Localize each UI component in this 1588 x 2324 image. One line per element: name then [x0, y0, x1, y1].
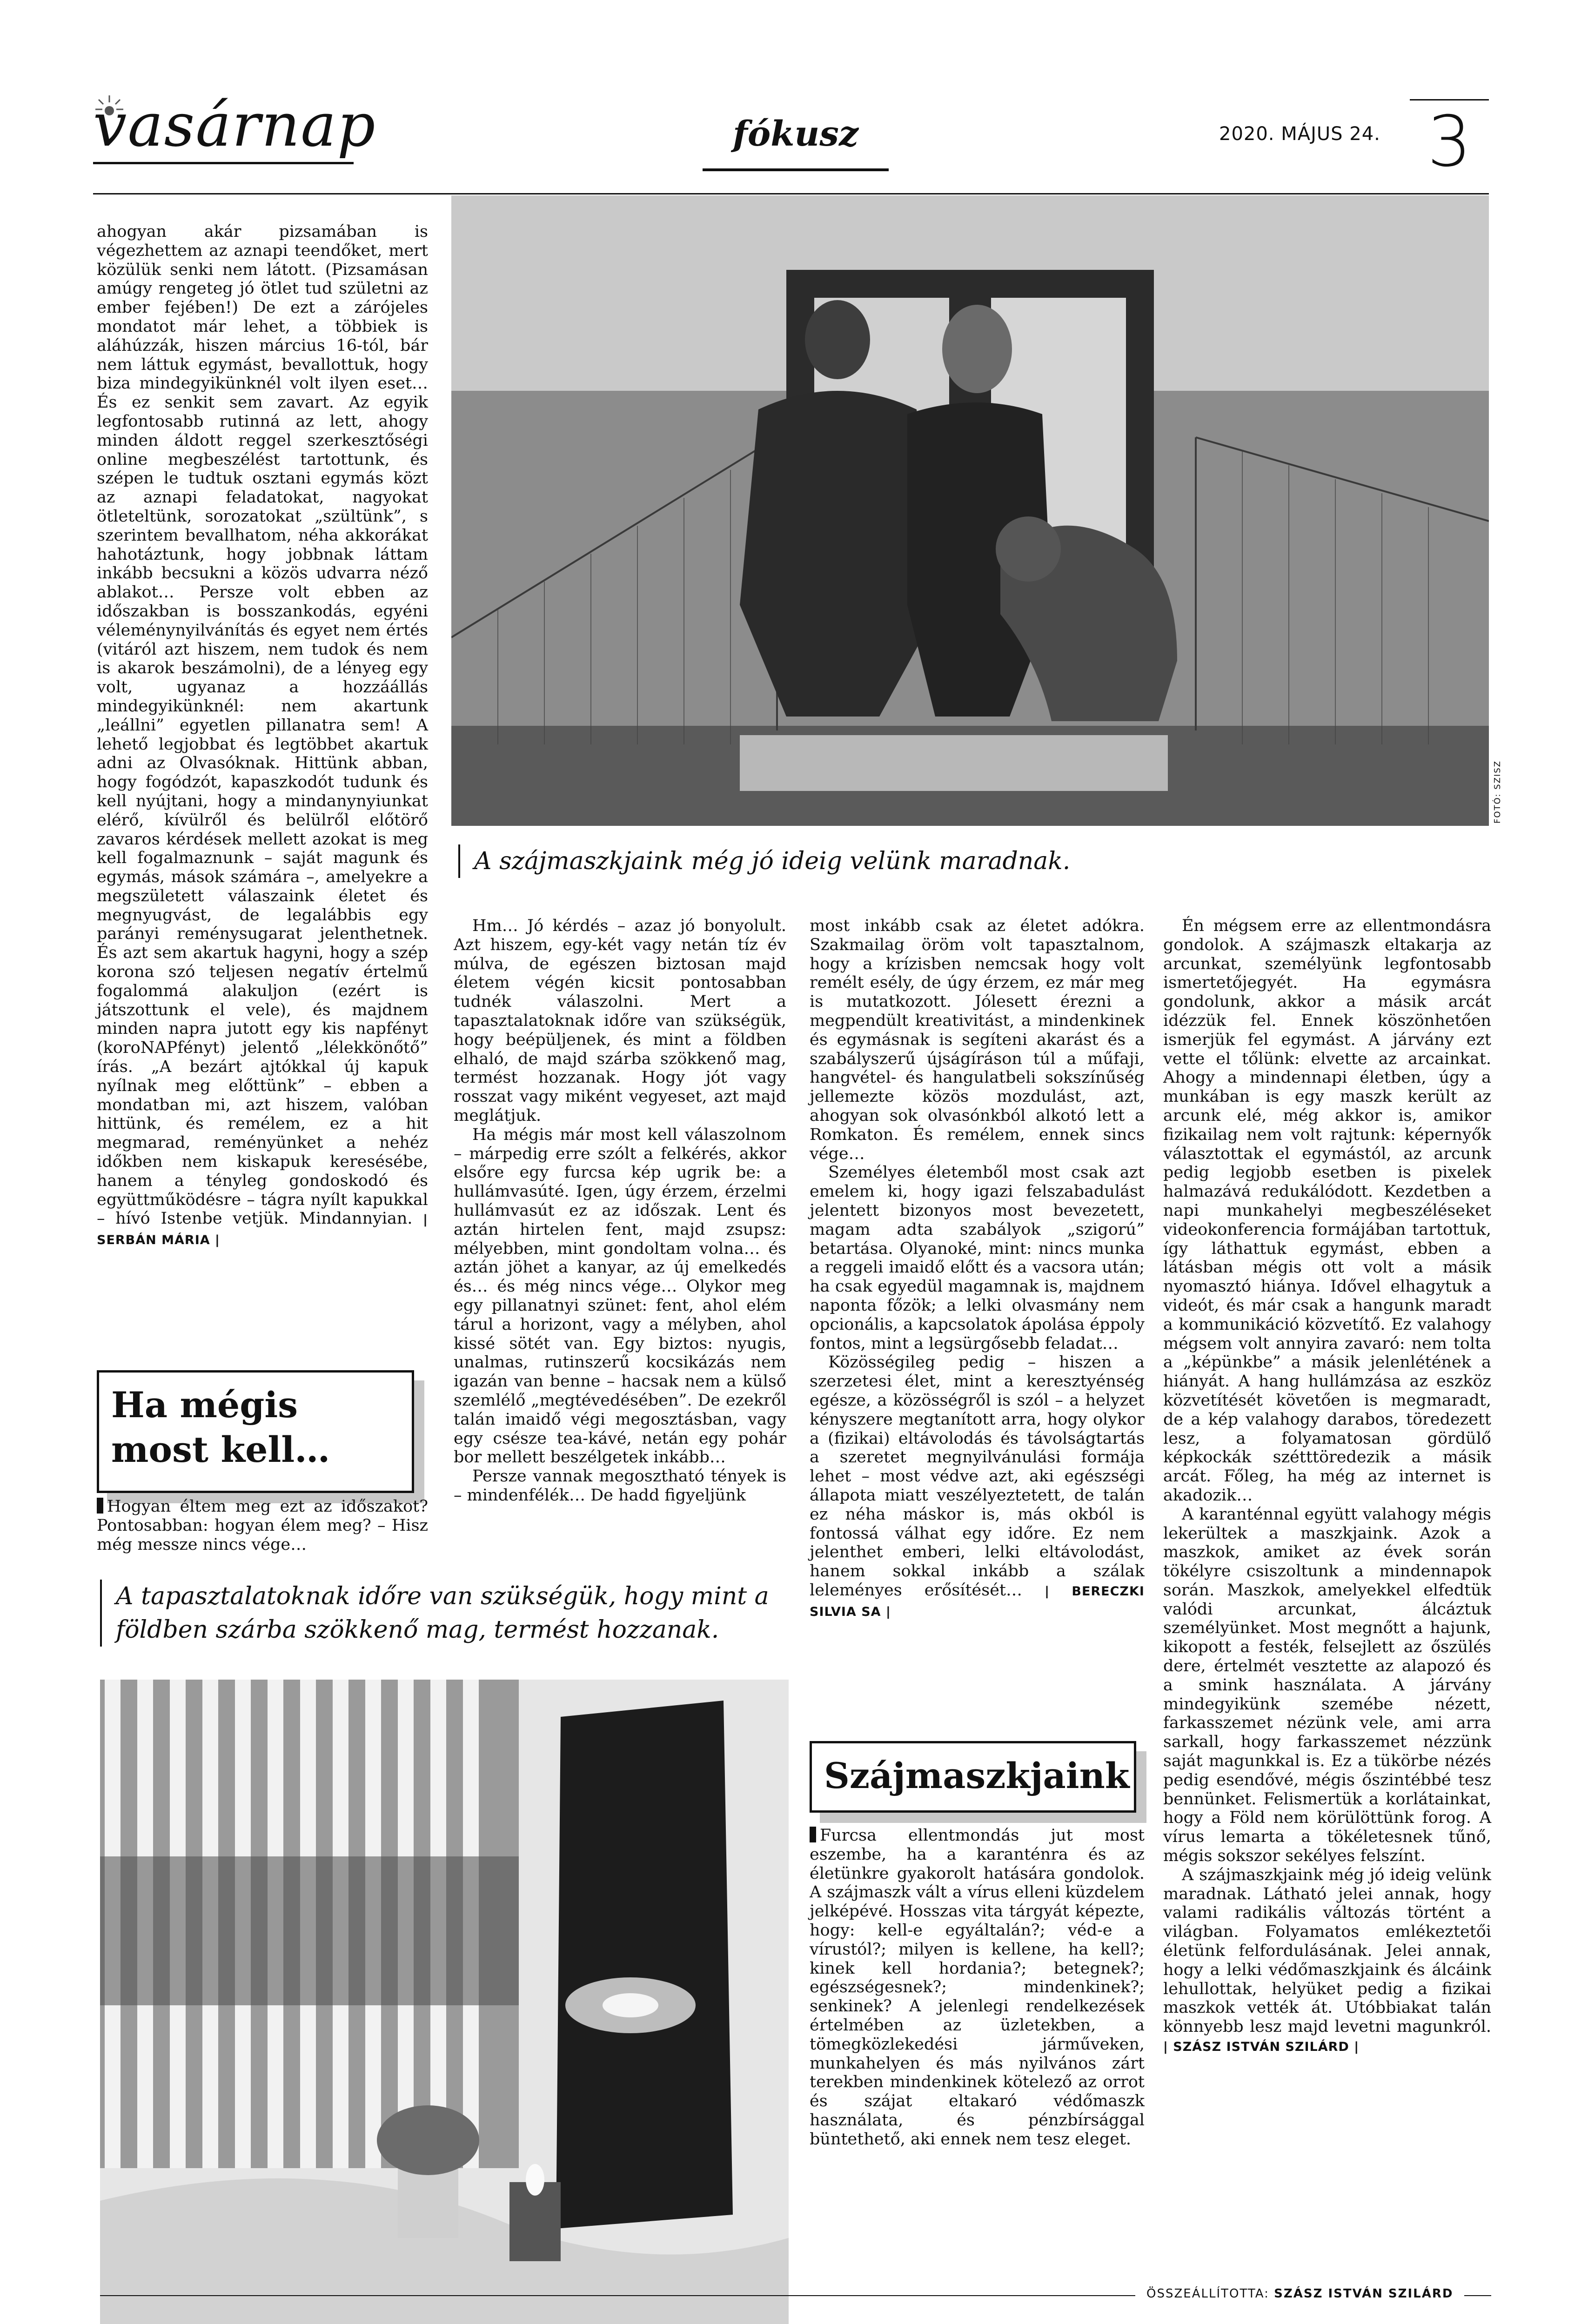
footer-compiler-name: SZÁSZ ISTVÁN SZILÁRD	[1274, 2287, 1454, 2301]
interior-painting-candle-photo	[100, 1680, 789, 2324]
photo-credit: FOTÓ: SZISZ	[1493, 760, 1502, 824]
article-szasz-p3: A szájmaszkjaink még jó ideig velünk maradnak. Látható jelei annak, hogy valami radikális változás történt a világban. Folyamatos emlékeztetői életünk felfordulásának. Jelei annak, hogy a lelki védőmaszkjaink és álcáink lehullottak, helyüket pedig a fizikai maszkok vették át. Utóbbiakat talán könnyebb lesz majd levetni magunkról.	[1163, 1865, 1491, 2036]
header-rule	[93, 193, 1489, 194]
page-number-rule	[1410, 99, 1489, 100]
lead-bullet-icon	[97, 1498, 103, 1514]
article-bereczki-p5: Személyes életemből most csak azt emelem ki, hogy igazi felszabadulást jelentett bizonyos most bevezetett, magam adta szabályok „szigorú” betartása. Olyanoké, mint: nincs munka a reggeli imaidő előtt és a vacsora után; ha csak egyedül magamnak is, majdnem naponta főzök; a lelki olvasmány nem opcionális, a kapcsolatok ápolása éppoly fontos, mint a legsürgősebb feladat…	[810, 1163, 1145, 1353]
article-szasz-lead: Furcsa ellentmondás jut most eszembe, ha a karanténra és az életünkre gyakorolt hatására gondolok. A szájmaszk vált a vírus elleni küzdelem jelképévé. Hosszas vita tárgyát képezte, hogy: kell-e egyáltalán?; véd-e a vírustól?; milyen is kellene, ha kell?; kinek kell hordania?; betegnek?; egészségesnek?; mindenkinek?; senkinek? A jelenlegi rendelkezések értelmében az üzletekben, a tömegközlekedési járműveken, munkahelyen és más nyilvános zárt terekben mindenkinek kötelező az orrot és szájat eltakaró védőmaszk használata, és pénzbírsággal büntethető, aki ennek nem tesz eleget.	[810, 1826, 1145, 2149]
pull-quote: A tapasztalatoknak időre van szükségük, hogy mint a földben szárba szökkenő mag, termést hozzanak.	[100, 1580, 777, 1647]
section-rule	[703, 168, 889, 171]
article-serban-column	[97, 222, 428, 1376]
article-bereczki-lead-column	[97, 1497, 428, 1558]
article-szasz-lead-column	[810, 1826, 1145, 2291]
article-bereczki-byline: | BERECZKI SILVIA SA |	[810, 1584, 1145, 1619]
article-bereczki-column-3	[810, 917, 1145, 1712]
heading-ha-megis-most-kell: Ha mégis most kell…	[97, 1370, 414, 1493]
article-bereczki-p3: Persze vannak megosztható tények is – mindenfélék… De hadd figyeljünk	[454, 1467, 786, 1505]
article-bereczki-p6: Közösségileg pedig – hiszen a szerzetesi élet, mint a keresztyénség egésze, a közösségről is szól – a helyzet kényszere megtanított arra, hogy olykor a (fizikai) eltávolodás és távolságtartás a szeretet megnyilvánulási formája lehet – most védve azt, aki egészségi állapota miatt veszélyeztetett, de talán ez néha máskor is, más okból is fontossá válhat egy időre. Ez nem jelenthet emberi, lelki eltávolodást, hanem sokkal inkább a szálak leleményes erősítését…	[810, 1353, 1145, 1600]
lead-bullet-icon	[810, 1827, 816, 1842]
article-bereczki-lead: Hogyan éltem meg ezt az időszakot? Pontosabban: hogyan élem meg? – Hisz még messze nincs vége…	[97, 1497, 428, 1554]
couple-with-dog-photo	[451, 195, 1489, 826]
article-szasz-p2: A karanténnal együtt valahogy mégis lekerültek a maszkjaink. Azok a maszkok, amiket az évek során tökélyre csiszoltunk a mindennapok során. Maszkok, amelyekkel elfedtük valódi arcunkat, álcáztuk személyünket. Most megnőtt a hajunk, kikopott a festék, felsejlett az őszülés dere, értelmét vesztette az alapozó és a smink használata. A járvány mindegyikünk szemébe nézett, farkasszemet nézünk vele, ami arra sarkall, hogy farkasszemet nézzünk saját magunkkal is. Ez a tükörbe nézés pedig esendővé, mégis őszintébbé tesz bennünket. Felismertük a korlátainkat, hogy a Föld nem körülöttünk forog. A vírus lemarta a tökéletesnek tűnő, mégis sokszor sekélyes felszínt.	[1163, 1505, 1491, 1866]
issue-date: 2020. MÁJUS 24.	[1219, 123, 1380, 145]
photo-caption: A szájmaszkjaink még jó ideig velünk maradnak.	[458, 844, 1451, 878]
masthead: vasárnap	[93, 91, 376, 160]
article-szasz-byline: | SZÁSZ ISTVÁN SZILÁRD |	[1163, 2040, 1360, 2055]
article-bereczki-p1: Hm… Jó kérdés – azaz jó bonyolult. Azt hiszem, egy-két vagy netán tíz év múlva, de egészen biztosan majd életem végén kicsit pontosabban tudnék válaszolni. Mert a tapasztalatoknak időre van szükségük, hogy beépüljenek, és mint a földben elhaló, de majd szárba szökkenő mag, termést hozzanak. Hogy jót vagy rosszat vagy miként vegyeset, azt majd meglátjuk.	[454, 917, 786, 1125]
article-serban-byline: | SERBÁN MÁRIA |	[97, 1212, 428, 1248]
heading-szajmaszkjaink: Szájmaszkjaink	[810, 1741, 1136, 1813]
section-label: fókusz	[733, 114, 858, 154]
article-bereczki-column-2	[454, 917, 786, 1559]
article-bereczki-p2: Ha mégis már most kell válaszolnom – márpedig erre szólt a felkérés, akkor elsőre egy furcsa kép ugrik be: a hullámvasúté. Igen, úgy érzem, érzelmi hullámvasút ez az időszak. Lent és aztán hirtelen fent, majd zsupsz: mélyebben, mint gondoltam volna… és aztán jöhet a kanyar, az új emelkedés és… és még nincs vége… Olykor meg egy pillanatnyi szünet: fent, ahol elém tárul a horizont, vagy a mélyben, ahol kissé sötét van. Egy biztos: nyugis, unalmas, rutinszerű kocsikázás nem igazán van benne – hacsak nem a külső szemlélő „megtévedésében”. De ezekről talán imaidő végi megosztásban, vagy egy csésze tea-kávé, netán egy pohár bor mellett beszélgetek inkább…	[454, 1125, 786, 1467]
article-szasz-column-4	[1163, 917, 1491, 2289]
masthead-rule	[93, 162, 354, 164]
footer-credit: ÖSSZEÁLLÍTOTTA: SZÁSZ ISTVÁN SZILÁRD	[1135, 2287, 1464, 2305]
article-bereczki-p4: most inkább csak az életet adókra. Szakmailag öröm volt tapasztalnom, hogy a krízisben nemcsak hogy volt remélt esély, de úgy érzem, ez már meg is mutatkozott. Jólesett érezni a megpendült kreativitást, a mindenkinek és egymásnak is segíteni akarást és a szabályszerű újságíráson túl a műfaji, hangvétel- és hangulatbeli sokszínűség jellemezte közös mozdulást, azt, ahogyan sok olvasónkból alkotó lett a Romkaton. És remélem, ennek sincs vége…	[810, 917, 1145, 1163]
page-number: 3	[1427, 101, 1472, 182]
article-szasz-p1: Én mégsem erre az ellentmondásra gondolok. A szájmaszk eltakarja az arcunkat, személyünk legfontosabb ismertetőjegyét. Ha egymásra gondolunk, akkor a másik arcát idézzük fel. Ennek köszönhetően ismerjük fel egymást. A járvány ezt vette el tőlünk: elvette az arcainkat. Ahogy a mindennapi életben, úgy a munkában is egy maszk került az arcunk elé, még akkor is, amikor fizikailag nem volt rajtunk: képernyők választottak el egymástól, az arcunk pedig legjobb esetben is pixelek halmazává redukálódott. Kezdetben a napi munkahelyi megbeszéléseket videokonferencia formájában tartottuk, így láthattuk egymást, ebben a látásban mégis ott volt a másik nyomasztó hiánya. Idővel elhagytuk a videót, és már csak a hangunk maradt a kommunikáció közvetítő. Ez valahogy mégsem volt annyira zavaró: nem tolta a „képünkbe” a másik jelenlétének a hiányát. A hang hullámzása az eszköz közvetítését követően is megmaradt, de a kép valahogy darabos, töredezett lesz, a folyamatosan gördülő képkockák szétttöredezik a másik arcát. Főleg, ha még az internet is akadozik…	[1163, 917, 1491, 1505]
article-serban-text: ahogyan akár pizsamában is végezhettem az aznapi teendőket, mert közülük senki nem látott. (Pizsamásan amúgy rengeteg jó ötlet tud születni az ember fejében!) De ezt a zárójeles mondatot már lehet, a többiek is aláhúzzák, hiszen március 16-tól, bár nem láttuk egymást, bevallottuk, hogy biza mindegyikünknél volt ilyen eset… És ez senkit sem zavart. Az egyik legfontosabb rutinná az lett, ahogy minden áldott reggel szerkesztőségi online megbeszélést tartottunk, és szépen le tudtuk osztani egymás közt az aznapi feladatokat, nagyokat ötleteltünk, sorozatokat „szültünk”, s szerintem bevallhatom, néha akkorákat hahotáztunk, hogy jobbnak láttam inkább becsukni a közös udvarra néző ablakot… Persze volt ebben az időszakban is bosszankodás, egyéni véleménynyilvánítás és egyet nem értés (vitáról azt hiszem, nem tudok és nem is akarok beszámolni), de a lényeg egy volt, ugyanaz a hozzáállás mindegyikünknél: nem akartunk „leállni” egyetlen pillanatra sem! A lehető legjobbat és legtöbbet akartuk adni az Olvasóknak. Hittünk abban, hogy fogódzót, kapaszkodót tudunk és kell nyújtani, hogy a mindanynyiunkat elérő, kívülről és belülről előtörő zavaros kérdések mellett azokat is meg kell fogalmaznunk – saját magunk és egymás, mások számára –, amelyekre a megszületett válaszaink életet és megnyugvást, de legalábbis egy parányi reménysugarat jelenthetnek. És azt sem akartuk hagyni, hogy a szép korona szó teljesen negatív értelmű fogalommá alakuljon (ezért is játszottunk el vele), és majdnem minden napra jutott egy kis napfényt (koroNAPfényt) jelentő „lélekkönőtő” írás. „A bezárt ajtókkal új kapuk nyílnak meg előttünk” – ebben a mondatban mi, azt hiszem, valóban hittünk, és remélem, ez a hit megmarad, reményünket a nehéz időkben nem kiskapuk keresésébe, hanem a tényleg gondoskodó és együttműködésre – tágra nyílt kapukkal – hívó Istenbe vetjük. Mindannyian.	[97, 222, 428, 1228]
